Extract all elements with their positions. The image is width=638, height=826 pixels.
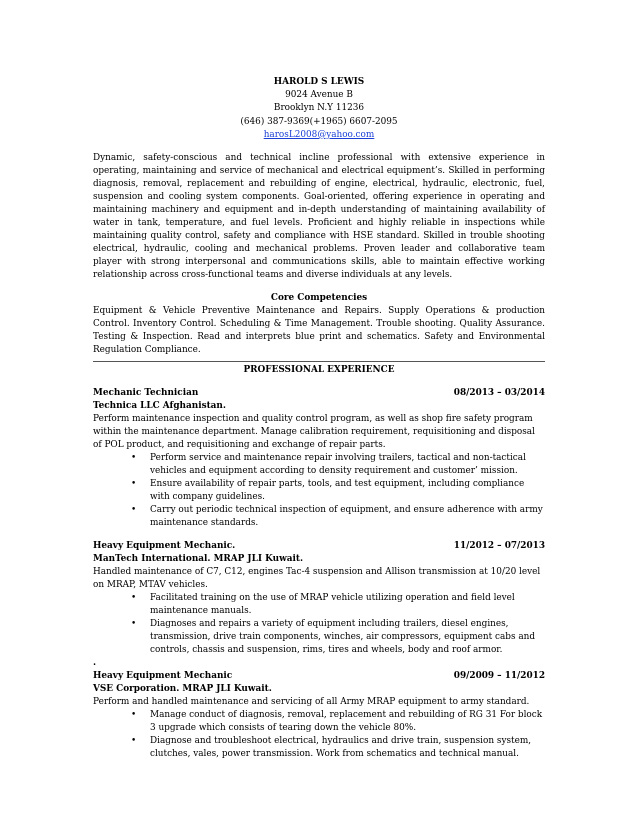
competencies-text: Equipment & Vehicle Preventive Maintenance and Repairs. Supply Operations & production Control. Inventory Control. Scheduling & Time Management. Trouble shooting. Quality Assurance. Testing & Inspection. Read and interprets blue print and schematics. Safety and Environmental Regulation Compliance. — [93, 306, 545, 356]
contact-header — [93, 76, 545, 142]
job-bullet-list — [93, 452, 545, 530]
job-company: ManTech International. MRAP JLI Kuwait. — [93, 554, 304, 565]
job-bullet-list — [93, 709, 545, 761]
bullet-icon: • — [131, 479, 137, 490]
job-company: VSE Corporation. MRAP JLI Kuwait. — [93, 684, 272, 695]
job-entry — [93, 387, 545, 530]
bullet-icon: • — [131, 505, 137, 516]
competencies-heading: Core Competencies — [270, 293, 368, 304]
address-line-2: Brooklyn N.Y 11236 — [273, 103, 365, 114]
list-item: • Ensure availability of repair parts, tools, and test equipment, including compliance with company guidelines. — [131, 479, 525, 503]
list-item: • Carry out periodic technical inspection of equipment, and ensure adherence with army maintenance standards. — [131, 505, 543, 529]
bullet-icon: • — [131, 736, 137, 747]
job-title: Heavy Equipment Mechanic — [93, 671, 233, 682]
list-item: • Diagnoses and repairs a variety of equipment including trailers, diesel engines, transmission, drive train components, winches, air compressors, equipment cabs and controls, chassis and suspension, rims, tires and wheels, body and roof armor. — [131, 619, 536, 656]
job-description: Handled maintenance of C7, C12, engines Tac-4 suspension and Allison transmission at 10/20 level on MRAP, MTAV vehicles. — [93, 567, 541, 591]
job-title: Heavy Equipment Mechanic. — [93, 541, 236, 552]
list-item: • Facilitated training on the use of MRAP vehicle utilizing operation and field level maintenance manuals. — [131, 593, 515, 617]
bullet-icon: • — [131, 593, 137, 604]
phone-number: (646) 387-9369(+1965) 6607-2095 — [240, 116, 398, 127]
bullet-icon: • — [131, 619, 137, 630]
bullet-icon: • — [131, 453, 137, 464]
list-item: • Manage conduct of diagnosis, removal, replacement and rebuilding of RG 31 For block 3 upgrade which consists of tearing down the vehicle 80%. — [131, 710, 543, 734]
job-entry — [93, 540, 545, 657]
job-description: Perform maintenance inspection and quality control program, as well as shop fire safety program within the maintenance department. Manage calibration requirement, requisitioning and disposal of POL product, and requisitioning and exchange of repair parts. — [93, 414, 535, 451]
stray-marker: . — [93, 658, 97, 669]
address-line-1: 9024 Avenue B — [285, 90, 353, 101]
bullet-icon: • — [131, 710, 137, 721]
list-item: • Diagnose and troubleshoot electrical, hydraulics and drive train, suspension system, clutches, vales, power transmission. Work from schematics and technical manual. — [131, 736, 532, 760]
candidate-name: HAROLD S LEWIS — [273, 77, 365, 87]
email-link[interactable]: harosL2008@yahoo.com — [263, 129, 375, 140]
resume-page — [93, 76, 545, 761]
job-entry — [93, 657, 545, 761]
job-description: Perform and handled maintenance and servicing of all Army MRAP equipment to army standard. — [93, 697, 530, 708]
job-title: Mechanic Technician — [93, 388, 199, 399]
experience-heading: PROFESSIONAL EXPERIENCE — [243, 365, 395, 376]
summary-paragraph: Dynamic, safety-conscious and technical incline professional with extensive experience in operating, maintaining and service of mechanical and electrical equipment’s. Skilled in performing diagnosis, removal, replacement and rebuilding of engine, electrical, hydraulic, electronic, fuel, suspension and cooling system components. Goal-oriented, offering experience in operating and maintaining machinery and equipment and in-depth understanding of maintaining availability of water in tank, temperature, and fuel levels. Proficient and highly reliable in inspections while maintaining quality control, safety and compliance with HSE standard. Skilled in trouble shooting electrical, hydraulic, cooling and mechanical problems. Proven leader and collaborative team player with strong interpersonal and communications skills, able to maintain effective working relationship across cross-functional teams and diverse individuals at any levels. — [93, 153, 545, 281]
job-dates: 09/2009 – 11/2012 — [453, 671, 545, 682]
section-divider — [93, 361, 545, 362]
list-item: • Perform service and maintenance repair involving trailers, tactical and non-tactical vehicles and equipment according to density requirement and customer’ mission. — [131, 453, 526, 477]
job-bullet-list — [93, 592, 545, 657]
job-company: Technica LLC Afghanistan. — [93, 401, 226, 412]
job-dates: 11/2012 – 07/2013 — [453, 541, 545, 552]
job-dates: 08/2013 – 03/2014 — [453, 388, 545, 399]
